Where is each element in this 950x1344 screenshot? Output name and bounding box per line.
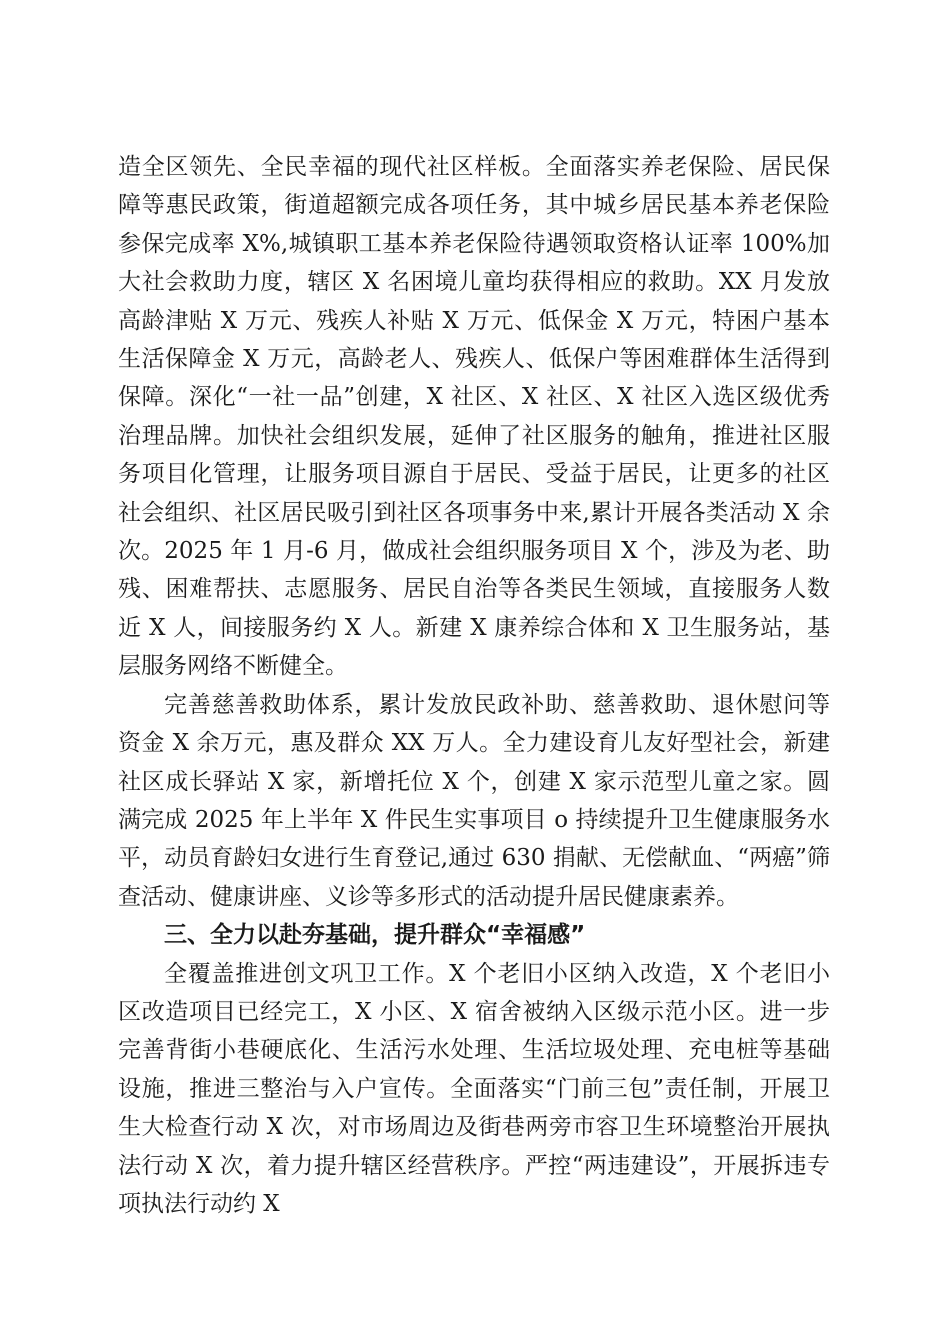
paragraph-2: 完善慈善救助体系，累计发放民政补助、慈善救助、退休慰问等资金 X 余万元，惠及群众 XX 万人。全力建设育儿友好型社会，新建社区成长驿站 X 家，新增托位 X 个，创建 X 家示范型儿童之家。圆满完成 2025 年上半年 X 件民生实事项目 o 持续提升卫生健康服务水平，动员育龄妇女进行生育登记,通过 630 捐献、无偿献血、“两癌”筛查活动、健康讲座、义诊等多形式的活动提升居民健康素养。: [118, 691, 830, 910]
document-body: [118, 148, 830, 1223]
paragraph-3: 全覆盖推进创文巩卫工作。X 个老旧小区纳入改造，X 个老旧小区改造项目已经完工，X 小区、X 宿舍被纳入区级示范小区。进一步完善背街小巷硬底化、生活污水处理、生活垃圾处理、充电桩等基础设施，推进三整治与入户宣传。全面落实“门前三包”责任制，开展卫生大检查行动 X 次，对市场周边及街巷两旁市容卫生环境整治开展执法行动 X 次，着力提升辖区经营秩序。严控“两违建设”，开展拆违专项执法行动约 X: [118, 960, 830, 1217]
paragraph-1: 造全区领先、全民幸福的现代社区样板。全面落实养老保险、居民保障等惠民政策，街道超额完成各项任务，其中城乡居民基本养老保险参保完成率 X%,城镇职工基本养老保险待遇领取资格认证率 100%加大社会救助力度，辖区 X 名困境儿童均获得相应的救助。XX 月发放高龄津贴 X 万元、残疾人补贴 X 万元、低保金 X 万元，特困户基本生活保障金 X 万元，高龄老人、残疾人、低保户等困难群体生活得到保障。深化“一社一品”创建，X 社区、X 社区、X 社区入选区级优秀治理品牌。加快社会组织发展，延伸了社区服务的触角，推进社区服务项目化管理，让服务项目源自于居民、受益于居民，让更多的社区社会组织、社区居民吸引到社区各项事务中来,累计开展各类活动 X 余次。2025 年 1 月-6 月，做成社会组织服务项目 X 个，涉及为老、助残、困难帮扶、志愿服务、居民自治等各类民生领域，直接服务人数近 X 人，间接服务约 X 人。新建 X 康养综合体和 X 卫生服务站，基层服务网络不断健全。: [118, 154, 830, 680]
section-heading: 三、全力以赴夯基础，提升群众“幸福感”: [164, 922, 586, 949]
